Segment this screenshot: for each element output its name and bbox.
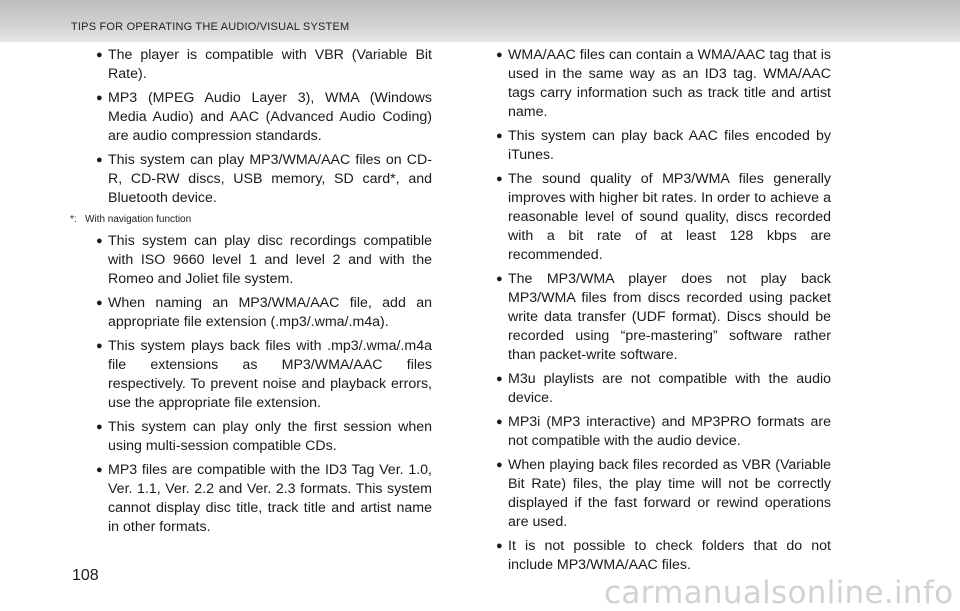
bullet-text: ● This system plays back files with .mp3/.wma/.m4a file extensions as MP3/WMA/AAC files respectively. To prevent noise and playback errors, use the appropriate file extension. xyxy=(108,338,432,411)
bullet-item xyxy=(496,370,831,408)
bullet-item xyxy=(496,170,831,265)
bullet-text: ● This system can play MP3/WMA/AAC files on CD-R, CD-RW discs, USB memory, SD card*, and Bluetooth device. xyxy=(108,152,432,206)
footnote-mark: *: xyxy=(70,214,77,225)
bullet-item xyxy=(96,151,432,208)
bullet-text: ● MP3i (MP3 interactive) and MP3PRO formats are not compatible with the audio device. xyxy=(508,414,831,449)
bullet-item xyxy=(496,46,831,122)
footnote xyxy=(70,213,432,227)
bullet-item xyxy=(96,461,432,537)
bullet-item xyxy=(496,413,831,451)
bullet-text: ● The MP3/WMA player does not play back MP3/WMA files from discs recorded using packet write data transfer (UDF format). Discs should be recorded using “pre-mastering” software rather than packet-write software. xyxy=(508,271,831,363)
right-column xyxy=(496,46,831,580)
bullet-item xyxy=(496,537,831,575)
footnote-text: With navigation function xyxy=(85,214,192,225)
bullet-item xyxy=(496,456,831,532)
bullet-text: ● M3u playlists are not compatible with the audio device. xyxy=(508,371,831,406)
bullet-text: ● The sound quality of MP3/WMA files generally improves with higher bit rates. In order to achieve a reasonable level of sound quality, discs recorded with a bit rate of at least 128 kbps are recommended. xyxy=(508,171,831,263)
bullet-item xyxy=(96,89,432,146)
bullet-text: ● This system can play disc recordings compatible with ISO 9660 level 1 and level 2 and with the Romeo and Joliet file system. xyxy=(108,233,432,287)
bullet-item xyxy=(96,418,432,456)
header-bar xyxy=(0,0,960,42)
bullet-item xyxy=(96,294,432,332)
watermark: carmanualsonline.info xyxy=(604,575,954,611)
bullet-text: ● The player is compatible with VBR (Variable Bit Rate). xyxy=(108,47,432,82)
bullet-text: ● This system can play only the first session when using multi-session compatible CDs. xyxy=(108,419,432,454)
page-number: 108 xyxy=(72,567,99,584)
bullet-text: ● This system can play back AAC files encoded by iTunes. xyxy=(508,128,831,163)
section-title: TIPS FOR OPERATING THE AUDIO/VISUAL SYSTEM xyxy=(71,21,350,33)
bullet-text: ● WMA/AAC files can contain a WMA/AAC tag that is used in the same way as an ID3 tag. WMA/AAC tags carry information such as track title and artist name. xyxy=(508,47,831,120)
bullet-text: ● MP3 files are compatible with the ID3 Tag Ver. 1.0, Ver. 1.1, Ver. 2.2 and Ver. 2.3 formats. This system cannot display disc title, track title and artist name in other formats. xyxy=(108,462,432,535)
bullet-item xyxy=(496,127,831,165)
left-column xyxy=(70,46,432,542)
bullet-text: ● When naming an MP3/WMA/AAC file, add an appropriate file extension (.mp3/.wma/.m4a). xyxy=(108,295,432,330)
bullet-item xyxy=(96,46,432,84)
bullet-item xyxy=(96,232,432,289)
bullet-text: ● It is not possible to check folders that do not include MP3/WMA/AAC files. xyxy=(508,538,831,573)
bullet-item xyxy=(496,270,831,365)
bullet-text: ● MP3 (MPEG Audio Layer 3), WMA (Windows Media Audio) and AAC (Advanced Audio Coding) are audio compression standards. xyxy=(108,90,432,144)
bullet-text: ● When playing back files recorded as VBR (Variable Bit Rate) files, the play time will not be correctly displayed if the fast forward or rewind operations are used. xyxy=(508,457,831,530)
bullet-item xyxy=(96,337,432,413)
